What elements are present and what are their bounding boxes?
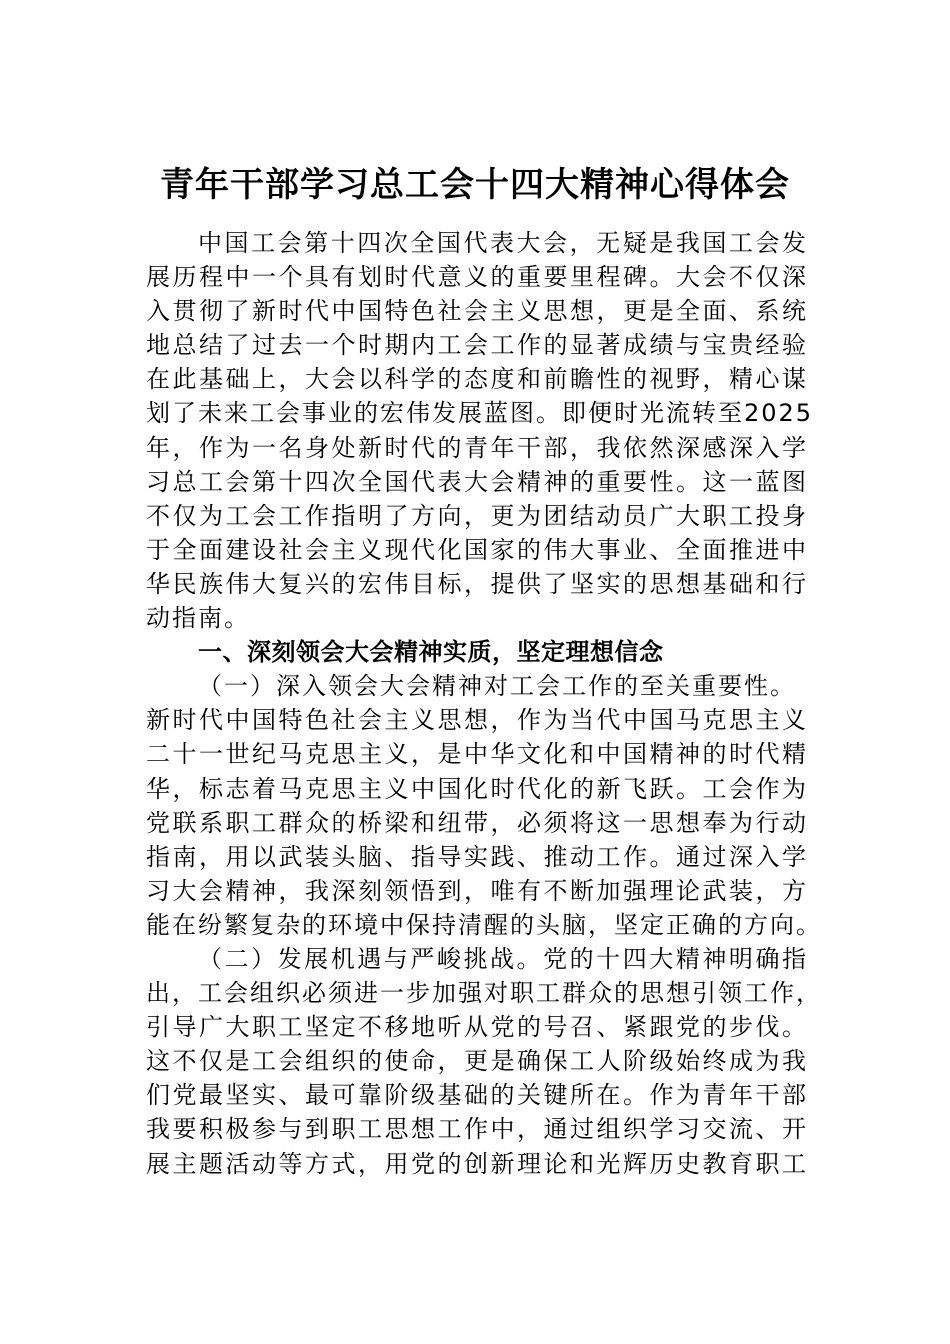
paragraph-line: 我要积极参与到职工思想工作中，通过组织学习交流、开	[146, 1115, 808, 1144]
paragraph-line: 动指南。	[146, 604, 250, 633]
paragraph-line: 不仅为工会工作指明了方向，更为团结动员广大职工投身	[146, 501, 808, 530]
paragraph-line: 华民族伟大复兴的宏伟目标，提供了坚实的思想基础和行	[146, 569, 808, 598]
paragraph-line: 二十一世纪马克思主义，是中华文化和中国精神的时代精	[146, 740, 808, 769]
paragraph-line: 引导广大职工坚定不移地听从党的号召、紧跟党的步伐。	[146, 1013, 808, 1042]
paragraph-line: 指南，用以武装头脑、指导实践、推动工作。通过深入学	[146, 842, 808, 871]
document-title: 青年干部学习总工会十四大精神心得体会	[160, 165, 790, 205]
paragraph-line: 地总结了过去一个时期内工会工作的显著成绩与宝贵经验	[146, 331, 808, 360]
paragraph-line: 年，作为一名身处新时代的青年干部，我依然深感深入学	[146, 433, 808, 462]
paragraph-line: 于全面建设社会主义现代化国家的伟大事业、全面推进中	[146, 535, 808, 564]
paragraph-line: 能在纷繁复杂的环境中保持清醒的头脑，坚定正确的方向。	[146, 910, 822, 939]
paragraph-line: 新时代中国特色社会主义思想，作为当代中国马克思主义	[146, 706, 808, 735]
paragraph-line: 在此基础上，大会以科学的态度和前瞻性的视野，精心谋	[146, 365, 808, 394]
paragraph-line: 华，标志着马克思主义中国化时代化的新飞跃。工会作为	[146, 774, 808, 803]
paragraph-line: 习总工会第十四次全国代表大会精神的重要性。这一蓝图	[146, 467, 808, 496]
paragraph-line: 划了未来工会事业的宏伟发展蓝图。即便时光流转至2025	[146, 399, 814, 428]
paragraph-line: 习大会精神，我深刻领悟到，唯有不断加强理论武装，方	[146, 876, 808, 905]
paragraph-line: 入贯彻了新时代中国特色社会主义思想，更是全面、系统	[146, 297, 808, 326]
paragraph-line: 中国工会第十四次全国代表大会，无疑是我国工会发	[198, 229, 808, 257]
subsection-heading-line: （一）深入领会大会精神对工会工作的至关重要性。	[198, 672, 796, 701]
paragraph-line: 出，工会组织必须进一步加强对职工群众的思想引领工作，	[146, 979, 822, 1008]
paragraph-line: 展历程中一个具有划时代意义的重要里程碑。大会不仅深	[146, 263, 808, 292]
paragraph-line: 这不仅是工会组织的使命，更是确保工人阶级始终成为我	[146, 1047, 808, 1076]
section-heading: 一、深刻领会大会精神实质，坚定理想信念	[198, 638, 664, 667]
paragraph-line: 党联系职工群众的桥梁和纽带，必须将这一思想奉为行动	[146, 808, 808, 837]
subsection-heading-line: （二）发展机遇与严峻挑战。党的十四大精神明确指	[198, 944, 808, 973]
paragraph-line: 们党最坚实、最可靠阶级基础的关键所在。作为青年干部	[146, 1081, 808, 1110]
paragraph-line: 展主题活动等方式，用党的创新理论和光辉历史教育职工	[146, 1149, 808, 1178]
document-body	[146, 226, 822, 1181]
